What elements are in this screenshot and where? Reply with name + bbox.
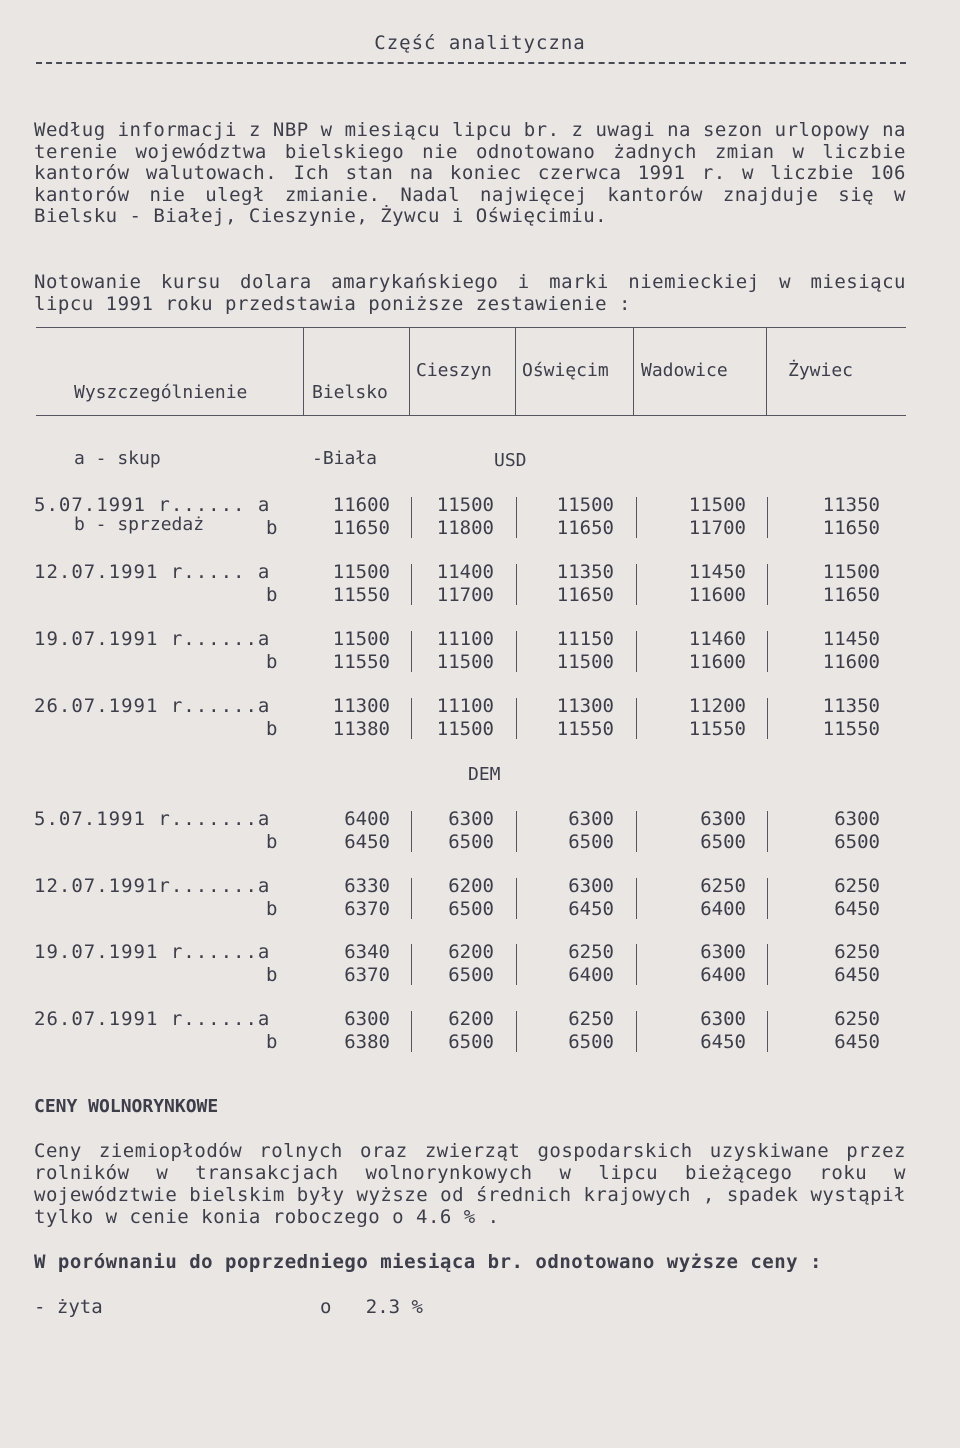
column-divider bbox=[516, 631, 517, 672]
column-divider bbox=[767, 944, 768, 985]
column-divider bbox=[411, 1011, 412, 1052]
table-cell: 11500 bbox=[556, 494, 614, 516]
column-divider bbox=[636, 698, 637, 739]
table-cell: 11650 bbox=[822, 584, 880, 606]
table-cell: 11600 bbox=[332, 494, 390, 516]
table-cell: 11500 bbox=[688, 494, 746, 516]
usd-section-label: USD bbox=[494, 450, 527, 471]
column-divider bbox=[767, 878, 768, 919]
table-cell: 11350 bbox=[556, 561, 614, 583]
table-cell: 11550 bbox=[332, 651, 390, 673]
table-cell: 6500 bbox=[448, 1030, 494, 1053]
column-divider bbox=[767, 631, 768, 672]
column-divider bbox=[636, 1011, 637, 1052]
table-cell: 11650 bbox=[556, 517, 614, 539]
header-divider bbox=[766, 328, 767, 416]
column-divider bbox=[767, 497, 768, 538]
row-date-label: 12.07.1991 r..... a bbox=[34, 561, 271, 583]
header-desc-line: b - sprzedaż bbox=[74, 514, 205, 535]
section-title: Część analityczna bbox=[374, 32, 586, 54]
column-divider bbox=[516, 698, 517, 739]
row-date-label: 26.07.1991 r......a bbox=[34, 1007, 271, 1030]
item-rye-label: - żyta bbox=[34, 1296, 103, 1318]
table-cell: 11450 bbox=[822, 628, 880, 650]
table-cell: 11600 bbox=[688, 584, 746, 606]
header-cieszyn: Cieszyn bbox=[416, 360, 492, 381]
row-b-label: b bbox=[266, 1030, 278, 1053]
table-cell: 6300 bbox=[568, 808, 614, 830]
table-cell: 11800 bbox=[436, 517, 494, 539]
table-cell: 6300 bbox=[448, 808, 494, 830]
table-cell: 6200 bbox=[448, 874, 494, 897]
table-cell: 6500 bbox=[448, 831, 494, 853]
row-date-label: 19.07.1991 r......a bbox=[34, 941, 271, 963]
table-cell: 6300 bbox=[834, 808, 880, 830]
row-date-label: 12.07.1991r.......a bbox=[34, 874, 271, 897]
table-cell: 6450 bbox=[344, 831, 390, 853]
column-divider bbox=[516, 1011, 517, 1052]
column-divider bbox=[767, 811, 768, 852]
header-bielsko-line1: Bielsko bbox=[312, 382, 388, 403]
row-b-label: b bbox=[266, 584, 278, 606]
table-cell: 11300 bbox=[556, 695, 614, 717]
table-cell: 6300 bbox=[700, 808, 746, 830]
table-cell: 6250 bbox=[700, 874, 746, 897]
table-cell: 11600 bbox=[688, 651, 746, 673]
table-cell: 6330 bbox=[344, 874, 390, 897]
comparison-paragraph: W porównaniu do poprzedniego miesiąca br. odnotowano wyższe ceny : bbox=[34, 1251, 822, 1273]
table-cell: 6450 bbox=[834, 897, 880, 920]
column-divider bbox=[636, 944, 637, 985]
header-wadowice: Wadowice bbox=[641, 360, 728, 381]
header-description bbox=[74, 338, 247, 580]
column-divider bbox=[636, 811, 637, 852]
table-cell: 11100 bbox=[436, 628, 494, 650]
column-divider bbox=[411, 497, 412, 538]
table-cell: 11350 bbox=[822, 695, 880, 717]
header-divider bbox=[409, 328, 410, 416]
table-cell: 6300 bbox=[344, 1007, 390, 1030]
column-divider bbox=[767, 698, 768, 739]
column-divider bbox=[516, 497, 517, 538]
column-divider bbox=[516, 944, 517, 985]
table-cell: 11500 bbox=[556, 651, 614, 673]
table-cell: 6300 bbox=[700, 1007, 746, 1030]
header-divider bbox=[303, 328, 304, 416]
header-divider bbox=[515, 328, 516, 416]
market-prices-paragraph: Ceny ziemiopłodów rolnych oraz zwierząt gospodarskich uzyskiwane przez rolników w transakcjach wolnorynkowych w lipcu bieżącego roku w województwie bielskim były wyższe od średnich krajowych , spadek wystąpił tylko w cenie konia roboczego o 4.6 % . bbox=[34, 1140, 906, 1228]
table-cell: 11380 bbox=[332, 718, 390, 740]
title-underline bbox=[36, 62, 906, 64]
table-cell: 6500 bbox=[568, 831, 614, 853]
table-cell: 6300 bbox=[568, 874, 614, 897]
table-cell: 11600 bbox=[822, 651, 880, 673]
row-b-label: b bbox=[266, 718, 278, 740]
intro-paragraph: Według informacji z NBP w miesiącu lipcu br. z uwagi na sezon urlopowy na terenie województwa bielskiego nie odnotowano żadnych zmian w liczbie kantorów walutowach. Ich stan na koniec czerwca 1991 r. w liczbie 106 kantorów nie uległ zmianie. Nadal najwięcej kantorów znajduje się w Bielsku - Białej, Cieszynie, Żywcu i Oświęcimiu. bbox=[34, 119, 906, 227]
table-cell: 6500 bbox=[834, 831, 880, 853]
table-cell: 11500 bbox=[332, 628, 390, 650]
table-cell: 11200 bbox=[688, 695, 746, 717]
column-divider bbox=[411, 811, 412, 852]
table-header-top-rule bbox=[36, 327, 906, 328]
column-divider bbox=[636, 631, 637, 672]
table-cell: 11400 bbox=[436, 561, 494, 583]
row-b-label: b bbox=[266, 831, 278, 853]
table-cell: 6370 bbox=[344, 964, 390, 986]
table-cell: 11650 bbox=[332, 517, 390, 539]
table-cell: 6200 bbox=[448, 1007, 494, 1030]
table-cell: 6500 bbox=[448, 897, 494, 920]
table-cell: 6370 bbox=[344, 897, 390, 920]
table-cell: 11700 bbox=[436, 584, 494, 606]
table-cell: 6250 bbox=[834, 941, 880, 963]
table-cell: 11550 bbox=[822, 718, 880, 740]
header-divider bbox=[633, 328, 634, 416]
header-bielsko bbox=[312, 338, 388, 514]
table-cell: 11650 bbox=[822, 517, 880, 539]
table-cell: 11550 bbox=[556, 718, 614, 740]
column-divider bbox=[516, 878, 517, 919]
table-cell: 6250 bbox=[568, 941, 614, 963]
dem-section-label: DEM bbox=[468, 764, 501, 785]
header-bielsko-line2: -Biała bbox=[312, 448, 378, 469]
column-divider bbox=[411, 944, 412, 985]
column-divider bbox=[411, 878, 412, 919]
row-b-label: b bbox=[266, 651, 278, 673]
column-divider bbox=[767, 564, 768, 605]
table-cell: 11650 bbox=[556, 584, 614, 606]
row-date-label: 5.07.1991 r.......a bbox=[34, 808, 271, 830]
table-cell: 6400 bbox=[568, 964, 614, 986]
exchange-rate-intro: Notowanie kursu dolara amarykańskiego i marki niemieckiej w miesiącu lipcu 1991 roku przedstawia poniższe zestawienie : bbox=[34, 271, 906, 315]
table-cell: 11460 bbox=[688, 628, 746, 650]
table-cell: 6400 bbox=[700, 897, 746, 920]
table-cell: 11500 bbox=[436, 718, 494, 740]
table-cell: 6340 bbox=[344, 941, 390, 963]
column-divider bbox=[516, 564, 517, 605]
column-divider bbox=[411, 698, 412, 739]
column-divider bbox=[636, 497, 637, 538]
table-cell: 11500 bbox=[436, 651, 494, 673]
column-divider bbox=[636, 564, 637, 605]
table-cell: 6500 bbox=[568, 1030, 614, 1053]
header-desc-line: Wyszczególnienie bbox=[74, 382, 248, 403]
table-cell: 6380 bbox=[344, 1030, 390, 1053]
table-cell: 6450 bbox=[834, 964, 880, 986]
row-b-label: b bbox=[266, 897, 278, 920]
table-cell: 11150 bbox=[556, 628, 614, 650]
table-cell: 11500 bbox=[332, 561, 390, 583]
row-b-label: b bbox=[266, 517, 278, 539]
table-cell: 11700 bbox=[688, 517, 746, 539]
table-cell: 6400 bbox=[344, 808, 390, 830]
table-cell: 6450 bbox=[568, 897, 614, 920]
table-cell: 6450 bbox=[834, 1030, 880, 1053]
table-cell: 6250 bbox=[834, 874, 880, 897]
table-cell: 6250 bbox=[834, 1007, 880, 1030]
column-divider bbox=[516, 811, 517, 852]
column-divider bbox=[636, 878, 637, 919]
row-date-label: 5.07.1991 r...... a bbox=[34, 494, 271, 516]
column-divider bbox=[411, 631, 412, 672]
row-date-label: 26.07.1991 r......a bbox=[34, 695, 271, 717]
table-cell: 11100 bbox=[436, 695, 494, 717]
table-cell: 11300 bbox=[332, 695, 390, 717]
column-divider bbox=[411, 564, 412, 605]
table-cell: 11550 bbox=[332, 584, 390, 606]
table-cell: 11450 bbox=[688, 561, 746, 583]
table-cell: 6400 bbox=[700, 964, 746, 986]
column-divider bbox=[767, 1011, 768, 1052]
row-b-label: b bbox=[266, 964, 278, 986]
table-cell: 11550 bbox=[688, 718, 746, 740]
header-desc-line: a - skup bbox=[74, 448, 161, 469]
table-cell: 11500 bbox=[436, 494, 494, 516]
item-rye-value: o 2.3 % bbox=[320, 1296, 423, 1318]
table-cell: 6300 bbox=[700, 941, 746, 963]
table-cell: 11500 bbox=[822, 561, 880, 583]
table-cell: 11350 bbox=[822, 494, 880, 516]
table-cell: 6200 bbox=[448, 941, 494, 963]
header-oswiecim: Oświęcim bbox=[522, 360, 609, 381]
table-cell: 6250 bbox=[568, 1007, 614, 1030]
table-cell: 6450 bbox=[700, 1030, 746, 1053]
market-prices-heading: CENY WOLNORYNKOWE bbox=[34, 1096, 219, 1117]
table-cell: 6500 bbox=[700, 831, 746, 853]
header-zywiec: Żywiec bbox=[788, 360, 854, 381]
table-cell: 6500 bbox=[448, 964, 494, 986]
row-date-label: 19.07.1991 r......a bbox=[34, 628, 271, 650]
